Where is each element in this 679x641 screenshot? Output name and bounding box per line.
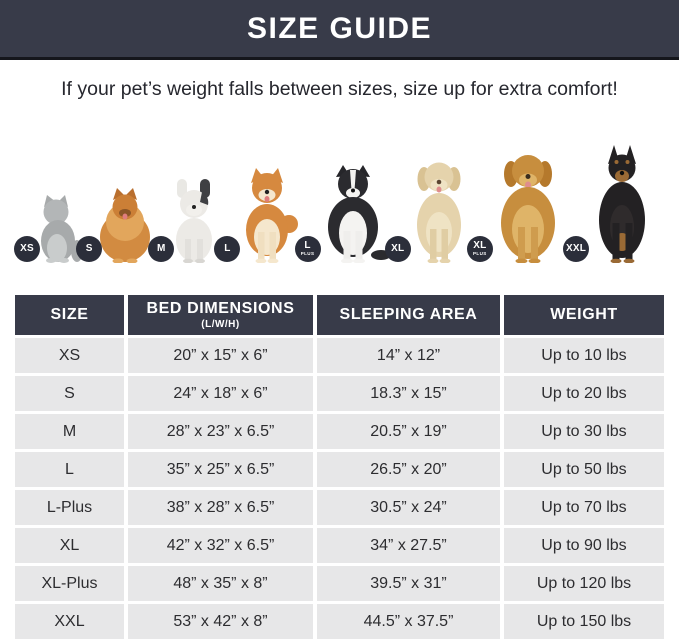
- cell-bed-dimensions: 53” x 42” x 8”: [128, 604, 313, 639]
- animal-golden-retriever-xl-plus: [473, 151, 571, 263]
- page-title: SIZE GUIDE: [246, 11, 433, 45]
- cell-size: XXL: [15, 604, 124, 639]
- cell-weight: Up to 30 lbs: [504, 414, 664, 449]
- subtitle: If your pet’s weight falls between sizes, size up for extra comfort!: [61, 78, 618, 100]
- size-table: [15, 295, 664, 639]
- cell-size: L: [15, 452, 124, 487]
- cell-weight: Up to 10 lbs: [504, 338, 664, 373]
- size-badge-label: XS: [20, 243, 34, 254]
- column-header-bed-dimensions: [128, 295, 313, 335]
- cell-sleeping-area: 14” x 12”: [317, 338, 500, 373]
- cell-bed-dimensions: 35” x 25” x 6.5”: [128, 452, 313, 487]
- animal-labrador-xl: [391, 159, 475, 263]
- cell-sleeping-area: 18.3” x 15”: [317, 376, 500, 411]
- cell-weight: Up to 150 lbs: [504, 604, 664, 639]
- cell-weight: Up to 70 lbs: [504, 490, 664, 525]
- cell-sleeping-area: 34” x 27.5”: [317, 528, 500, 563]
- shiba-inu-icon: [232, 168, 302, 263]
- column-header-sublabel: (L/W/H): [201, 319, 240, 330]
- cell-size: S: [15, 376, 124, 411]
- cell-bed-dimensions: 48” x 35” x 8”: [128, 566, 313, 601]
- pomeranian-icon: [94, 185, 156, 263]
- cell-bed-dimensions: 28” x 23” x 6.5”: [128, 414, 313, 449]
- cell-size: XL: [15, 528, 124, 563]
- cell-size: XL-Plus: [15, 566, 124, 601]
- column-header-label: BED DIMENSIONS: [146, 300, 295, 317]
- size-badge-s: [76, 236, 102, 262]
- size-badge-sublabel: PLUS: [473, 251, 487, 257]
- doberman-icon: [581, 145, 663, 263]
- size-badge-l-plus: [295, 236, 321, 262]
- size-badge-xxl: [563, 236, 589, 262]
- size-badge-xs: [14, 236, 40, 262]
- cell-bed-dimensions: 24” x 18” x 6”: [128, 376, 313, 411]
- cell-sleeping-area: 26.5” x 20”: [317, 452, 500, 487]
- animal-border-collie-l-plus: [300, 165, 393, 263]
- column-header-label: WEIGHT: [550, 306, 618, 323]
- size-badge-label: L: [304, 240, 311, 252]
- size-badge-label: XXL: [565, 243, 587, 254]
- size-badge-label: M: [157, 243, 166, 254]
- cell-sleeping-area: 44.5” x 37.5”: [317, 604, 500, 639]
- cell-bed-dimensions: 20” x 15” x 6”: [128, 338, 313, 373]
- column-header-weight: [504, 295, 664, 335]
- title-bar: [0, 0, 679, 60]
- cell-bed-dimensions: 38” x 28” x 6.5”: [128, 490, 313, 525]
- size-badge-sublabel: PLUS: [300, 251, 315, 257]
- column-header-sleeping-area: [317, 295, 500, 335]
- cell-size: M: [15, 414, 124, 449]
- cell-sleeping-area: 30.5” x 24”: [317, 490, 500, 525]
- size-badge-label: XL: [391, 243, 405, 254]
- animal-shiba-inu-l: [224, 168, 302, 263]
- size-badge-xl-plus: [467, 236, 493, 262]
- size-badge-label: XL: [473, 240, 487, 252]
- size-badge-label: S: [85, 243, 93, 254]
- animal-doberman-xxl: [565, 145, 663, 263]
- cell-size: XS: [15, 338, 124, 373]
- size-badge-label: L: [224, 243, 231, 254]
- animal-pomeranian-s: [85, 185, 156, 263]
- column-header-label: SIZE: [50, 306, 89, 323]
- cell-bed-dimensions: 42” x 32” x 6.5”: [128, 528, 313, 563]
- size-badge-xl: [385, 236, 411, 262]
- pet-size-illustrations: [0, 111, 679, 267]
- column-header-size: [15, 295, 124, 335]
- labrador-icon: [403, 159, 475, 263]
- cell-weight: Up to 20 lbs: [504, 376, 664, 411]
- cell-weight: Up to 120 lbs: [504, 566, 664, 601]
- cell-size: L-Plus: [15, 490, 124, 525]
- cell-sleeping-area: 20.5” x 19”: [317, 414, 500, 449]
- cell-weight: Up to 50 lbs: [504, 452, 664, 487]
- cell-sleeping-area: 39.5” x 31”: [317, 566, 500, 601]
- golden-retriever-icon: [485, 151, 571, 263]
- cell-weight: Up to 90 lbs: [504, 528, 664, 563]
- column-header-label: SLEEPING AREA: [339, 306, 478, 323]
- border-collie-icon: [313, 165, 393, 263]
